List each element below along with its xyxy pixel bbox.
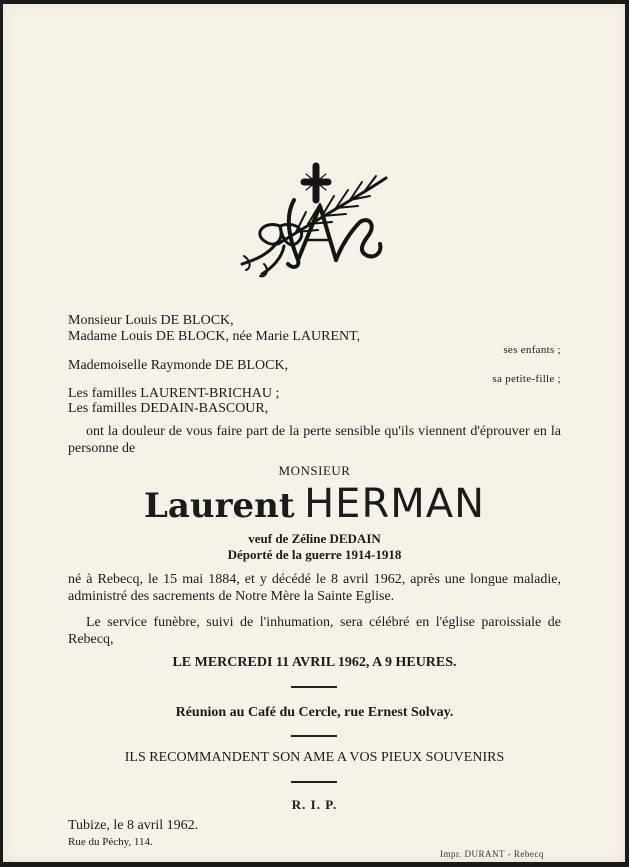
family-line-1: Monsieur Louis DE BLOCK, [68,313,234,328]
deceased-first-name: Laurent [143,486,295,526]
rip-text: R. I. P. [291,797,338,812]
family-line-3: Mademoiselle Raymonde DE BLOCK, [68,358,289,373]
recommendation-text: ILS RECOMMANDENT SON AME A VOS PIEUX SOUVENIRS [124,750,505,765]
cross-palm-monogram-icon [236,160,392,280]
deported-note: Déporté de la guerre 1914-1918 [227,547,402,562]
note-granddaughter: sa petite-fille ; [492,373,561,385]
note-children: ses enfants ; [503,344,561,356]
family-line-4: Les familles LAURENT-BRICHAU ; [68,386,280,401]
divider-2 [291,735,337,737]
widow-of: veuf de Zéline DEDAIN [248,531,381,546]
place-date: Tubize, le 8 avril 1962. [68,818,199,833]
honorific: MONSIEUR [278,463,351,478]
family-line-5: Les familles DEDAIN-BASCOUR, [68,401,269,416]
service-date: LE MERCREDI 11 AVRIL 1962, A 9 HEURES. [172,655,457,670]
divider-1 [291,686,337,688]
family-line-2: Madame Louis DE BLOCK, née Marie LAURENT, [68,329,361,344]
address: Rue du Péchy, 114. [68,836,153,848]
deceased-last-name: HERMAN [304,481,486,527]
service-text: Le service funèbre, suivi de l'inhumation, sera célébré en l'église paroissiale de Rebecq, [68,615,561,647]
divider-3 [291,781,337,783]
announcement-text: ont la douleur de vous faire part de la perte sensible qu'ils viennent d'éprouver en la personne de [68,424,561,456]
deceased-name [0,482,629,528]
reunion-text: Réunion au Café du Cercle, rue Ernest Solvay. [175,705,454,720]
biography-text: né à Rebecq, le 15 mai 1884, et y décédé le 8 avril 1962, après une longue maladie, administré des sacrements de Notre Mère la Sainte Eglise. [68,572,561,604]
printer-credit: Impr. DURANT - Rebecq [440,849,544,859]
